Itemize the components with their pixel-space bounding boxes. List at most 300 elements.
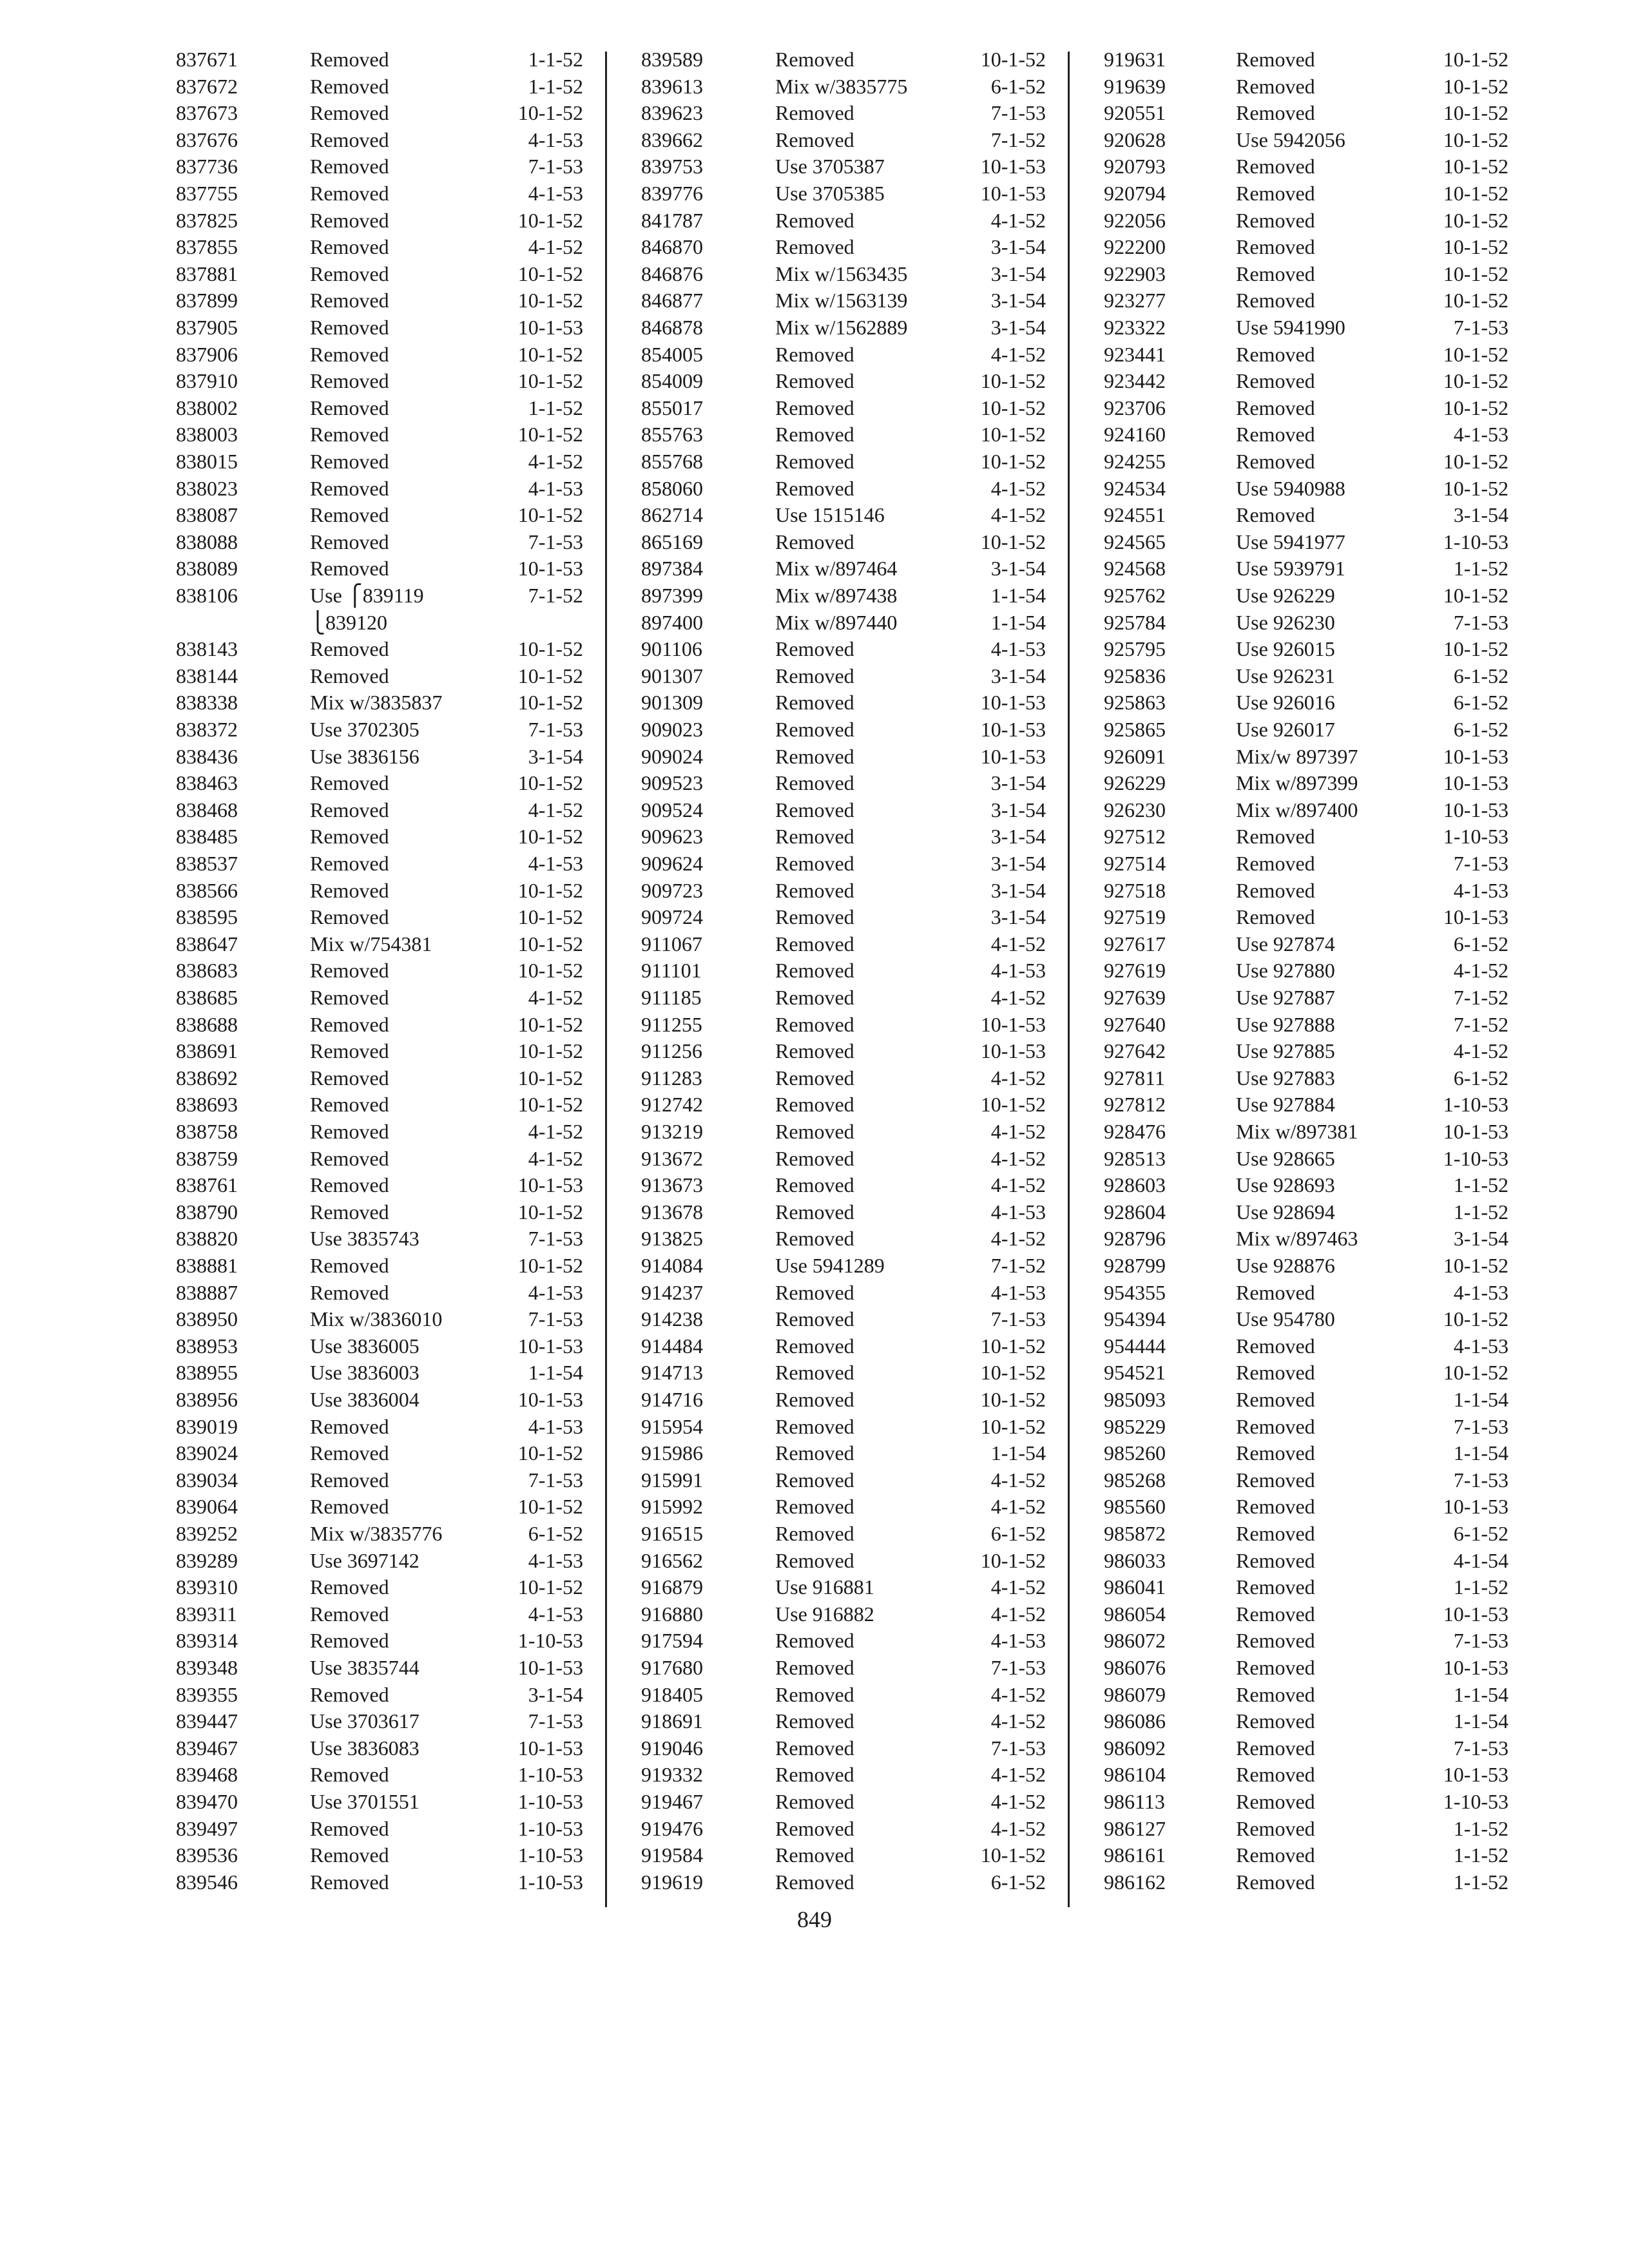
part-number: 838693 bbox=[176, 1093, 238, 1117]
disposition: Removed bbox=[1236, 182, 1315, 205]
part-number: 854009 bbox=[641, 369, 703, 393]
table-row bbox=[641, 716, 1046, 743]
disposition: Removed bbox=[1236, 1736, 1315, 1760]
disposition: Removed bbox=[1236, 1522, 1315, 1545]
table-row bbox=[1104, 1682, 1509, 1708]
table-row bbox=[641, 931, 1046, 957]
effective-date: 6-1-52 bbox=[1453, 664, 1509, 687]
effective-date: 4-1-52 bbox=[1453, 1039, 1509, 1063]
disposition: Removed bbox=[775, 423, 854, 447]
part-number: 914484 bbox=[641, 1334, 703, 1358]
part-number: 920628 bbox=[1104, 128, 1166, 151]
effective-date: 7-1-53 bbox=[528, 718, 583, 741]
table-row bbox=[641, 1119, 1046, 1145]
effective-date: 10-1-52 bbox=[980, 396, 1046, 419]
table-row bbox=[1104, 287, 1509, 314]
table-row bbox=[176, 1012, 583, 1038]
table-row bbox=[1104, 261, 1509, 287]
part-number: 837736 bbox=[176, 155, 238, 178]
table-row bbox=[1104, 555, 1509, 582]
table-row bbox=[176, 448, 583, 475]
table-row bbox=[176, 234, 583, 260]
disposition: Removed bbox=[310, 208, 389, 232]
disposition: Use 3835743 bbox=[310, 1227, 419, 1251]
table-row bbox=[176, 770, 583, 796]
effective-date: 10-1-52 bbox=[980, 530, 1046, 553]
table-row bbox=[176, 100, 583, 126]
table-row bbox=[641, 153, 1046, 180]
disposition: Removed bbox=[310, 1254, 389, 1277]
table-row bbox=[176, 502, 583, 528]
part-number: 919332 bbox=[641, 1763, 703, 1787]
effective-date: 10-1-52 bbox=[1443, 1254, 1509, 1277]
part-number: 837755 bbox=[176, 182, 238, 205]
part-number: 838647 bbox=[176, 932, 238, 956]
effective-date: 10-1-53 bbox=[980, 155, 1046, 178]
part-number: 865169 bbox=[641, 530, 703, 553]
disposition: Removed bbox=[1236, 155, 1315, 178]
effective-date: 1-10-53 bbox=[517, 1629, 583, 1653]
part-number: 914238 bbox=[641, 1307, 703, 1331]
effective-date: 4-1-53 bbox=[528, 1548, 583, 1572]
part-number: 838956 bbox=[176, 1388, 238, 1411]
disposition: Removed bbox=[310, 1146, 389, 1170]
effective-date: 1-10-53 bbox=[517, 1763, 583, 1787]
disposition: Use 926229 bbox=[1236, 584, 1335, 607]
table-row bbox=[176, 1360, 583, 1386]
table-row bbox=[641, 314, 1046, 341]
disposition: Mix w/897399 bbox=[1236, 771, 1358, 795]
part-number: 917594 bbox=[641, 1629, 703, 1653]
table-row bbox=[176, 1146, 583, 1172]
disposition: Mix w/1563435 bbox=[775, 262, 908, 285]
disposition: Mix w/1562889 bbox=[775, 316, 908, 339]
table-row bbox=[641, 73, 1046, 100]
table-row bbox=[1104, 1601, 1509, 1628]
disposition: Removed bbox=[1236, 1843, 1315, 1867]
table-row bbox=[641, 1682, 1046, 1708]
table-row bbox=[1104, 368, 1509, 394]
disposition: Removed bbox=[1236, 852, 1315, 875]
disposition: Removed bbox=[775, 342, 854, 366]
table-row bbox=[1104, 904, 1509, 930]
table-row bbox=[641, 1333, 1046, 1360]
part-number: 837672 bbox=[176, 74, 238, 98]
effective-date: 1-1-54 bbox=[528, 1361, 583, 1385]
table-row bbox=[1104, 1655, 1509, 1681]
disposition: Removed bbox=[775, 798, 854, 822]
disposition: Removed bbox=[775, 878, 854, 902]
effective-date: 4-1-52 bbox=[990, 342, 1046, 366]
part-number: 912742 bbox=[641, 1093, 703, 1117]
table-row bbox=[176, 1494, 583, 1520]
effective-date: 10-1-53 bbox=[1443, 744, 1509, 768]
table-row bbox=[1104, 314, 1509, 341]
table-row bbox=[176, 744, 583, 770]
part-number: 839546 bbox=[176, 1870, 238, 1894]
effective-date: 10-1-52 bbox=[517, 1093, 583, 1117]
table-row bbox=[641, 957, 1046, 984]
table-row bbox=[1104, 100, 1509, 126]
part-number: 986127 bbox=[1104, 1816, 1166, 1840]
table-row bbox=[176, 1467, 583, 1494]
part-number: 911256 bbox=[641, 1039, 702, 1063]
part-number: 838537 bbox=[176, 852, 238, 875]
effective-date: 10-1-52 bbox=[517, 1012, 583, 1036]
table-row bbox=[176, 823, 583, 850]
part-number: 838887 bbox=[176, 1280, 238, 1304]
disposition: Removed bbox=[775, 1361, 854, 1385]
table-row bbox=[641, 1065, 1046, 1091]
effective-date: 4-1-53 bbox=[990, 959, 1046, 983]
disposition: Removed bbox=[310, 557, 389, 581]
table-row bbox=[641, 1521, 1046, 1547]
effective-date: 1-1-54 bbox=[990, 610, 1046, 634]
table-row bbox=[641, 476, 1046, 502]
part-number: 911067 bbox=[641, 932, 702, 956]
disposition: Use 5941990 bbox=[1236, 316, 1345, 339]
table-row bbox=[176, 207, 583, 234]
disposition: Removed bbox=[310, 1200, 389, 1224]
disposition: Removed bbox=[775, 1629, 854, 1653]
part-number: 928799 bbox=[1104, 1254, 1166, 1277]
table-row bbox=[176, 46, 583, 73]
table-row bbox=[176, 850, 583, 877]
disposition: Use 954780 bbox=[1236, 1307, 1335, 1331]
effective-date: 3-1-54 bbox=[990, 557, 1046, 581]
table-row bbox=[641, 127, 1046, 153]
disposition: Removed bbox=[1236, 1709, 1315, 1733]
disposition: Removed bbox=[775, 691, 854, 715]
part-number: 838759 bbox=[176, 1146, 238, 1170]
part-number: 838566 bbox=[176, 878, 238, 902]
table-row bbox=[641, 1091, 1046, 1118]
part-number: 920794 bbox=[1104, 182, 1166, 205]
disposition: Mix w/897381 bbox=[1236, 1120, 1358, 1143]
table-row bbox=[641, 663, 1046, 689]
table-row bbox=[176, 341, 583, 368]
part-number: 909024 bbox=[641, 744, 703, 768]
effective-date: 10-1-52 bbox=[517, 1200, 583, 1224]
disposition: Use 3835744 bbox=[310, 1656, 419, 1679]
disposition: Use 3836156 bbox=[310, 744, 419, 768]
table-row bbox=[176, 663, 583, 689]
table-row bbox=[1104, 1306, 1509, 1332]
part-number: 909723 bbox=[641, 878, 703, 902]
disposition: Removed bbox=[1236, 905, 1315, 929]
effective-date: 10-1-53 bbox=[517, 557, 583, 581]
part-number: 839064 bbox=[176, 1495, 238, 1519]
disposition: Removed bbox=[775, 1682, 854, 1706]
part-number: 911185 bbox=[641, 986, 702, 1009]
table-row bbox=[641, 1655, 1046, 1681]
part-number: 913672 bbox=[641, 1146, 703, 1170]
disposition: Removed bbox=[310, 905, 389, 929]
disposition: Removed bbox=[775, 128, 854, 151]
table-row bbox=[641, 1012, 1046, 1038]
table-row bbox=[1104, 1816, 1509, 1842]
effective-date: 4-1-52 bbox=[990, 1575, 1046, 1599]
part-number: 838023 bbox=[176, 476, 238, 500]
table-row bbox=[1104, 46, 1509, 73]
effective-date: 10-1-52 bbox=[1443, 208, 1509, 232]
part-number: 986054 bbox=[1104, 1602, 1166, 1626]
effective-date: 4-1-52 bbox=[990, 1120, 1046, 1143]
table-row bbox=[176, 1521, 583, 1547]
part-number: 837906 bbox=[176, 342, 238, 366]
effective-date: 10-1-52 bbox=[1443, 1307, 1509, 1331]
effective-date: 10-1-52 bbox=[980, 1388, 1046, 1411]
effective-date: 10-1-52 bbox=[517, 503, 583, 527]
disposition: Removed bbox=[310, 128, 389, 151]
disposition: Mix w/897440 bbox=[775, 610, 898, 634]
effective-date: 4-1-53 bbox=[528, 182, 583, 205]
table-row bbox=[641, 1440, 1046, 1466]
disposition: Removed bbox=[310, 1414, 389, 1438]
part-number: 913219 bbox=[641, 1120, 703, 1143]
table-row bbox=[176, 395, 583, 421]
part-number: 837905 bbox=[176, 316, 238, 339]
part-number: 918691 bbox=[641, 1709, 703, 1733]
table-row bbox=[176, 421, 583, 448]
part-number: 838106 bbox=[176, 584, 238, 607]
part-number: 985872 bbox=[1104, 1522, 1166, 1545]
table-row bbox=[1104, 1012, 1509, 1038]
disposition: Removed bbox=[310, 1280, 389, 1304]
disposition: Removed bbox=[1236, 208, 1315, 232]
disposition: Use 926015 bbox=[1236, 637, 1335, 661]
part-number: 919046 bbox=[641, 1736, 703, 1760]
table-row bbox=[641, 850, 1046, 877]
table-row bbox=[176, 1601, 583, 1628]
table-row bbox=[176, 1333, 583, 1360]
part-number: 838089 bbox=[176, 557, 238, 581]
effective-date: 4-1-52 bbox=[990, 1790, 1046, 1813]
disposition: Removed bbox=[1236, 101, 1315, 125]
effective-date: 7-1-53 bbox=[1453, 1629, 1509, 1653]
effective-date: 7-1-53 bbox=[528, 1468, 583, 1492]
disposition: Use 5940988 bbox=[1236, 476, 1345, 500]
effective-date: 4-1-52 bbox=[990, 1066, 1046, 1090]
disposition: Use 927880 bbox=[1236, 959, 1335, 983]
part-number: 901106 bbox=[641, 637, 702, 661]
disposition: Mix w/3835837 bbox=[310, 691, 443, 715]
disposition: Removed bbox=[775, 637, 854, 661]
disposition: Removed bbox=[775, 1120, 854, 1143]
effective-date: 4-1-53 bbox=[1453, 878, 1509, 902]
part-number: 925795 bbox=[1104, 637, 1166, 661]
disposition: Removed bbox=[310, 182, 389, 205]
table-row bbox=[1104, 1574, 1509, 1600]
effective-date: 4-1-52 bbox=[990, 1227, 1046, 1251]
disposition: Removed bbox=[310, 289, 389, 312]
part-number: 838685 bbox=[176, 986, 238, 1009]
table-row bbox=[641, 1628, 1046, 1654]
disposition: Use 3705387 bbox=[775, 155, 885, 178]
effective-date: 3-1-54 bbox=[990, 825, 1046, 849]
disposition: Removed bbox=[1236, 48, 1315, 71]
effective-date: 4-1-53 bbox=[528, 476, 583, 500]
disposition: Removed bbox=[1236, 342, 1315, 366]
table-row bbox=[641, 904, 1046, 930]
part-number: 928476 bbox=[1104, 1120, 1166, 1143]
effective-date: 10-1-52 bbox=[1443, 450, 1509, 473]
part-number: 919631 bbox=[1104, 48, 1166, 71]
effective-date: 7-1-53 bbox=[1453, 1468, 1509, 1492]
effective-date: 3-1-54 bbox=[990, 878, 1046, 902]
disposition: Use 928694 bbox=[1236, 1200, 1335, 1224]
effective-date: 10-1-52 bbox=[1443, 369, 1509, 393]
effective-date: 1-10-53 bbox=[517, 1870, 583, 1894]
table-row bbox=[641, 1038, 1046, 1064]
part-number: 926229 bbox=[1104, 771, 1166, 795]
effective-date: 4-1-52 bbox=[990, 1173, 1046, 1197]
effective-date: 4-1-54 bbox=[1453, 1548, 1509, 1572]
disposition: Removed bbox=[775, 852, 854, 875]
effective-date: 10-1-52 bbox=[980, 48, 1046, 71]
table-row bbox=[1104, 931, 1509, 957]
disposition: Use 927883 bbox=[1236, 1066, 1335, 1090]
effective-date: 10-1-52 bbox=[517, 878, 583, 902]
part-number: 897399 bbox=[641, 584, 703, 607]
part-number: 926091 bbox=[1104, 744, 1166, 768]
disposition: Use 916882 bbox=[775, 1602, 874, 1626]
disposition: Mix w/3835776 bbox=[310, 1522, 443, 1545]
disposition: Removed bbox=[775, 476, 854, 500]
table-row bbox=[641, 1735, 1046, 1762]
disposition: Removed bbox=[310, 48, 389, 71]
disposition: Use 3697142 bbox=[310, 1548, 419, 1572]
table-row bbox=[1104, 1494, 1509, 1520]
disposition: Use 3702305 bbox=[310, 718, 419, 741]
table-row bbox=[1104, 716, 1509, 743]
disposition: Removed bbox=[1236, 1629, 1315, 1653]
table-row bbox=[1104, 957, 1509, 984]
effective-date: 4-1-53 bbox=[990, 1280, 1046, 1304]
part-number: 919639 bbox=[1104, 74, 1166, 98]
part-number: 985093 bbox=[1104, 1388, 1166, 1411]
table-row bbox=[641, 636, 1046, 662]
effective-date: 10-1-52 bbox=[517, 1495, 583, 1519]
table-row bbox=[176, 529, 583, 555]
effective-date: 10-1-53 bbox=[1443, 1656, 1509, 1679]
effective-date: 10-1-52 bbox=[517, 959, 583, 983]
effective-date: 7-1-53 bbox=[990, 1656, 1046, 1679]
disposition: Removed bbox=[1236, 1870, 1315, 1894]
part-number: 838688 bbox=[176, 1012, 238, 1036]
part-number: 854005 bbox=[641, 342, 703, 366]
effective-date: 6-1-52 bbox=[1453, 718, 1509, 741]
disposition: Removed bbox=[1236, 1763, 1315, 1787]
table-row bbox=[1104, 1199, 1509, 1225]
part-number: 839024 bbox=[176, 1441, 238, 1465]
table-row bbox=[641, 610, 1046, 636]
part-number: 837881 bbox=[176, 262, 238, 285]
effective-date: 10-1-52 bbox=[1443, 342, 1509, 366]
table-row bbox=[176, 1682, 583, 1708]
effective-date: 3-1-54 bbox=[1453, 503, 1509, 527]
effective-date: 7-1-53 bbox=[528, 155, 583, 178]
part-number: 838955 bbox=[176, 1361, 238, 1385]
disposition: Mix w/1563139 bbox=[775, 289, 908, 312]
part-number: 838758 bbox=[176, 1120, 238, 1143]
disposition: Removed bbox=[775, 48, 854, 71]
part-number: 916562 bbox=[641, 1548, 703, 1572]
disposition: Removed bbox=[310, 1066, 389, 1090]
effective-date: 7-1-53 bbox=[990, 101, 1046, 125]
table-row bbox=[1104, 985, 1509, 1011]
disposition: Removed bbox=[310, 262, 389, 285]
effective-date: 1-1-52 bbox=[528, 74, 583, 98]
disposition: Removed bbox=[1236, 396, 1315, 419]
disposition: Removed bbox=[775, 664, 854, 687]
disposition: Use 3836083 bbox=[310, 1736, 419, 1760]
effective-date: 10-1-52 bbox=[517, 691, 583, 715]
part-number: 923706 bbox=[1104, 396, 1166, 419]
part-number: 928796 bbox=[1104, 1227, 1166, 1251]
part-number: 839662 bbox=[641, 128, 703, 151]
table-row bbox=[641, 1816, 1046, 1842]
effective-date: 4-1-52 bbox=[990, 1763, 1046, 1787]
table-row bbox=[1104, 127, 1509, 153]
effective-date: 3-1-54 bbox=[528, 1682, 583, 1706]
part-number: 839314 bbox=[176, 1629, 238, 1653]
disposition: Removed bbox=[775, 1012, 854, 1036]
effective-date: 10-1-52 bbox=[1443, 182, 1509, 205]
effective-date: 10-1-53 bbox=[980, 718, 1046, 741]
part-number: 916879 bbox=[641, 1575, 703, 1599]
table-row bbox=[641, 1225, 1046, 1252]
disposition: Removed bbox=[775, 1790, 854, 1813]
effective-date: 4-1-52 bbox=[528, 450, 583, 473]
disposition: Use ⎧839119 bbox=[310, 584, 424, 607]
disposition: Removed bbox=[775, 369, 854, 393]
effective-date: 10-1-52 bbox=[980, 423, 1046, 447]
part-number: 839467 bbox=[176, 1736, 238, 1760]
part-number: 954355 bbox=[1104, 1280, 1166, 1304]
part-number: 915992 bbox=[641, 1495, 703, 1519]
effective-date: 4-1-52 bbox=[1453, 959, 1509, 983]
part-number: 954521 bbox=[1104, 1361, 1166, 1385]
table-row bbox=[641, 1708, 1046, 1735]
disposition: Removed bbox=[1236, 1468, 1315, 1492]
part-number: 837673 bbox=[176, 101, 238, 125]
table-row bbox=[1104, 153, 1509, 180]
disposition: Removed bbox=[310, 1173, 389, 1197]
table-row bbox=[641, 1146, 1046, 1172]
part-number: 839034 bbox=[176, 1468, 238, 1492]
part-number: 838953 bbox=[176, 1334, 238, 1358]
part-number: 915991 bbox=[641, 1468, 703, 1492]
part-number: 922903 bbox=[1104, 262, 1166, 285]
part-number: 846878 bbox=[641, 316, 703, 339]
table-row bbox=[176, 582, 583, 609]
table-row bbox=[1104, 1628, 1509, 1654]
disposition: Use 3701551 bbox=[310, 1790, 419, 1813]
effective-date: 10-1-53 bbox=[980, 1039, 1046, 1063]
table-row bbox=[176, 689, 583, 716]
table-row bbox=[1104, 797, 1509, 823]
table-row bbox=[1104, 180, 1509, 207]
part-number: 839589 bbox=[641, 48, 703, 71]
part-number: 925784 bbox=[1104, 610, 1166, 634]
disposition: Use 928876 bbox=[1236, 1254, 1335, 1277]
table-row bbox=[1104, 663, 1509, 689]
effective-date: 10-1-52 bbox=[980, 1843, 1046, 1867]
table-row bbox=[176, 1091, 583, 1118]
table-row bbox=[641, 878, 1046, 904]
part-number: 927619 bbox=[1104, 959, 1166, 983]
